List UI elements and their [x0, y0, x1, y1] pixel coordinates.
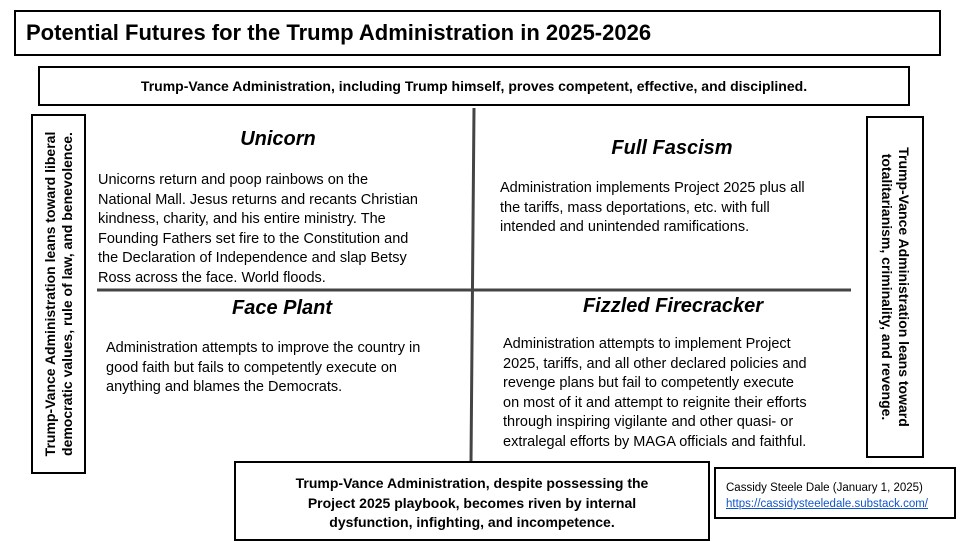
quadrant-text-full-fascism: [500, 179, 805, 238]
right-axis-line-1: Trump-Vance Administration leans toward: [896, 147, 912, 427]
vertical-axis-line: [471, 108, 474, 462]
text-line: 2025, tariffs, and all other declared policies and: [503, 355, 807, 372]
text-line: good faith but fails to competently execute on: [106, 359, 397, 376]
text-line: Administration attempts to implement Project: [503, 336, 791, 352]
bottom-axis-line-2: Project 2025 playbook, becomes riven by internal: [307, 494, 637, 511]
right-axis-label: [878, 147, 912, 427]
text-line: anything and blames the Democrats.: [106, 379, 343, 395]
text-line: National Mall. Jesus returns and recants Christian: [98, 191, 418, 208]
right-axis-line-2: totalitarianism, criminality, and revenge.: [879, 153, 895, 421]
quadrant-text-face-plant: [106, 339, 420, 398]
credit-author: Cassidy Steele Dale (January 1, 2025): [726, 482, 923, 494]
text-line: Founding Fathers set fire to the Constitution and: [98, 230, 409, 247]
bottom-axis-box: [234, 461, 710, 541]
bottom-axis-line-3: dysfunction, infighting, and incompetence.: [329, 514, 615, 530]
text-line: through inspiring vigilante and other quasi- or: [503, 414, 794, 430]
text-line: kindness, charity, and his entire ministry. The: [98, 211, 386, 227]
text-line: the tariffs, mass deportations, etc. with full: [500, 199, 770, 216]
left-axis-label: [42, 132, 76, 457]
left-axis-line-1: Trump-Vance Administration leans toward liberal: [41, 131, 58, 457]
quadrant-title-full-fascism: Full Fascism: [611, 137, 733, 159]
quadrant-text-fizzled-firecracker: [503, 335, 807, 452]
right-axis-box: [866, 116, 924, 458]
page-title: Potential Futures for the Trump Administration in 2025-2026: [26, 20, 652, 45]
text-line: the Declaration of Independence and slap Betsy: [98, 250, 407, 266]
left-axis-box: [31, 114, 86, 474]
text-line: extralegal efforts by MAGA officials and faithful.: [503, 433, 807, 450]
text-line: revenge plans but fail to competently execute: [503, 375, 794, 391]
text-line: on most of it and attempt to reignite their efforts: [503, 394, 807, 411]
quadrant-title-face-plant: Face Plant: [231, 297, 333, 319]
text-line: Unicorns return and poop rainbows on the: [98, 172, 369, 188]
text-line: intended and unintended ramifications.: [500, 219, 750, 235]
left-axis-line-2: democratic values, rule of law, and benevolence.: [58, 132, 75, 456]
bottom-axis-line-1: Trump-Vance Administration, despite possessing the: [295, 475, 649, 491]
text-line: Administration implements Project 2025 plus all: [500, 180, 805, 196]
quadrant-title-fizzled-firecracker: Fizzled Firecracker: [582, 295, 764, 317]
text-line: Administration attempts to improve the country in: [106, 340, 421, 356]
quadrant-text-unicorn: [98, 171, 418, 288]
bottom-axis-label: [236, 474, 708, 533]
text-line: Ross across the face. World floods.: [98, 269, 326, 286]
substack-link[interactable]: https://cassidysteeledale.substack.com/: [726, 498, 928, 510]
quadrant-title-unicorn: Unicorn: [240, 128, 316, 150]
top-axis-label: Trump-Vance Administration, including Trump himself, proves competent, effective, and disciplined.: [140, 78, 808, 94]
credit-box: [714, 467, 956, 519]
